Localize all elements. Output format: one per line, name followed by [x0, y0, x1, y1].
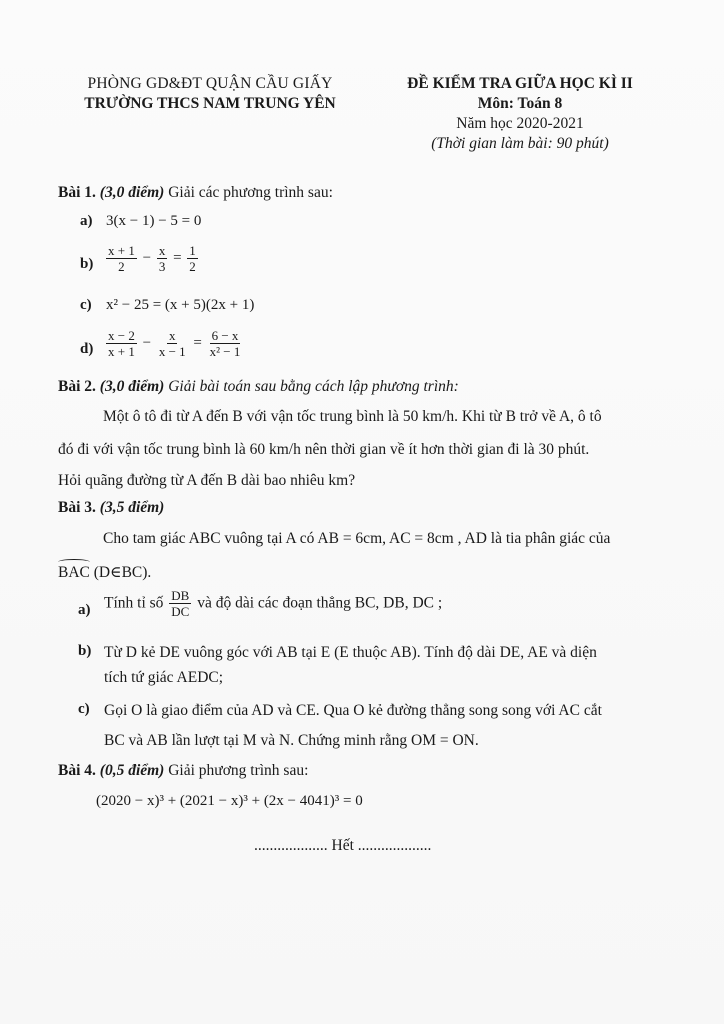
bai3-b-label: b) — [78, 643, 92, 659]
bai1-heading — [58, 183, 333, 203]
bai4-points: (0,5 điểm) — [99, 762, 165, 779]
school-year: Năm học 2020-2021 — [456, 115, 584, 132]
bai3-a-text: Tính tỉ số $\frac{DB}{DC}$ và độ dài các đoạn thẳng BC, DB, DC ; — [104, 588, 443, 619]
end-marker: ................... Hết ................... — [254, 837, 432, 854]
bai3-b-line1: Từ D kẻ DE vuông góc với AB tại E (E thuộc AB). Tính độ dài DE, AE và diện — [104, 644, 597, 661]
bai1-prompt: Giải các phương trình sau: — [168, 184, 333, 201]
fraction: $\frac{1}{2}$ — [189, 243, 196, 274]
bai1-d-equation: $\frac{x - 2}{x + 1}$ − $\frac{x}{x - 1}$ = $\frac{6 - x}{\text{x² − 1}}$ — [108, 328, 241, 359]
bai1-title: Bài 1. — [58, 184, 96, 201]
bai2-line3: Hỏi quãng đường từ A đến B dài bao nhiêu km? — [58, 472, 356, 489]
fraction: $\frac{x + 1}{2}$ — [108, 243, 135, 274]
header-right — [370, 74, 670, 154]
school-name: TRƯỜNG THCS NAM TRUNG YÊN — [84, 95, 336, 112]
department-name: PHÒNG GD&ĐT QUẬN CẦU GIẤY — [87, 75, 333, 92]
fraction: $\frac{6 - x}{\text{x² − 1}}$ — [209, 328, 241, 359]
bai1-a-label: a) — [80, 213, 93, 229]
bai1-d-label: d) — [80, 341, 94, 357]
fraction: $\frac{x}{x - 1}$ — [158, 328, 186, 359]
header-left — [60, 74, 360, 114]
exam-subject: Môn: Toán 8 — [477, 95, 563, 112]
bai3-c-label: c) — [78, 701, 90, 717]
bai1-b-label: b) — [80, 256, 94, 272]
bai3-intro-line1: Cho tam giác ABC vuông tại A có AB = 6cm, AC = 8cm , AD là tia phân giác của — [103, 530, 611, 547]
bai2-line1: Một ô tô đi từ A đến B với vận tốc trung bình là 50 km/h. Khi từ B trở về A, ô tô — [103, 408, 602, 425]
fraction: $\frac{x}{3}$ — [158, 243, 166, 274]
bai2-title: Bài 2. — [58, 378, 96, 395]
bai3-heading — [58, 498, 164, 518]
bai3-c-line1: Gọi O là giao điểm của AD và CE. Qua O kẻ đường thẳng song song với AC cắt — [104, 702, 602, 719]
bai1-b-equation: $\frac{x + 1}{2}$ − $\frac{x}{3}$ = $\frac{1}{2}$ — [108, 243, 196, 274]
bai1-points: (3,0 điểm) — [99, 184, 165, 201]
bai4-heading — [58, 761, 308, 781]
bai3-c-line2: BC và AB lần lượt tại M và N. Chứng minh rằng OM = ON. — [104, 732, 479, 749]
bai1-c-equation: x² − 25 = (x + 5)(2x + 1) — [106, 297, 255, 313]
bai4-title: Bài 4. — [58, 762, 96, 779]
bai1-c-label: c) — [80, 297, 92, 313]
bai2-line2: đó đi với vận tốc trung bình là 60 km/h nên thời gian về ít hơn thời gian đi là 30 phút. — [58, 441, 590, 458]
bai3-a-label: a) — [78, 602, 91, 618]
fraction-db-dc: $\frac{DB}{DC}$ — [171, 588, 190, 619]
bai2-prompt: Giải bài toán sau bằng cách lập phương trình: — [168, 378, 459, 395]
fraction: $\frac{x - 2}{x + 1}$ — [108, 328, 135, 359]
exam-duration: (Thời gian làm bài: 90 phút) — [431, 135, 609, 152]
bai2-heading — [58, 377, 459, 397]
bai1-a-equation: 3(x − 1) − 5 = 0 — [106, 213, 202, 229]
bai3-b-line2: tích tứ giác AEDC; — [104, 669, 224, 686]
bai4-equation: (2020 − x)³ + (2021 − x)³ + (2x − 4041)³ = 0 — [96, 793, 363, 809]
angle-bac: BAC — [58, 564, 90, 581]
bai3-points: (3,5 điểm) — [99, 499, 165, 516]
exam-title: ĐỀ KIỂM TRA GIỮA HỌC KÌ II — [407, 75, 633, 92]
bai3-intro-line2: BAC (D∈BC). — [58, 564, 152, 581]
bai3-title: Bài 3. — [58, 499, 96, 516]
bai4-prompt: Giải phương trình sau: — [168, 762, 309, 779]
bai2-points: (3,0 điểm) — [99, 378, 165, 395]
